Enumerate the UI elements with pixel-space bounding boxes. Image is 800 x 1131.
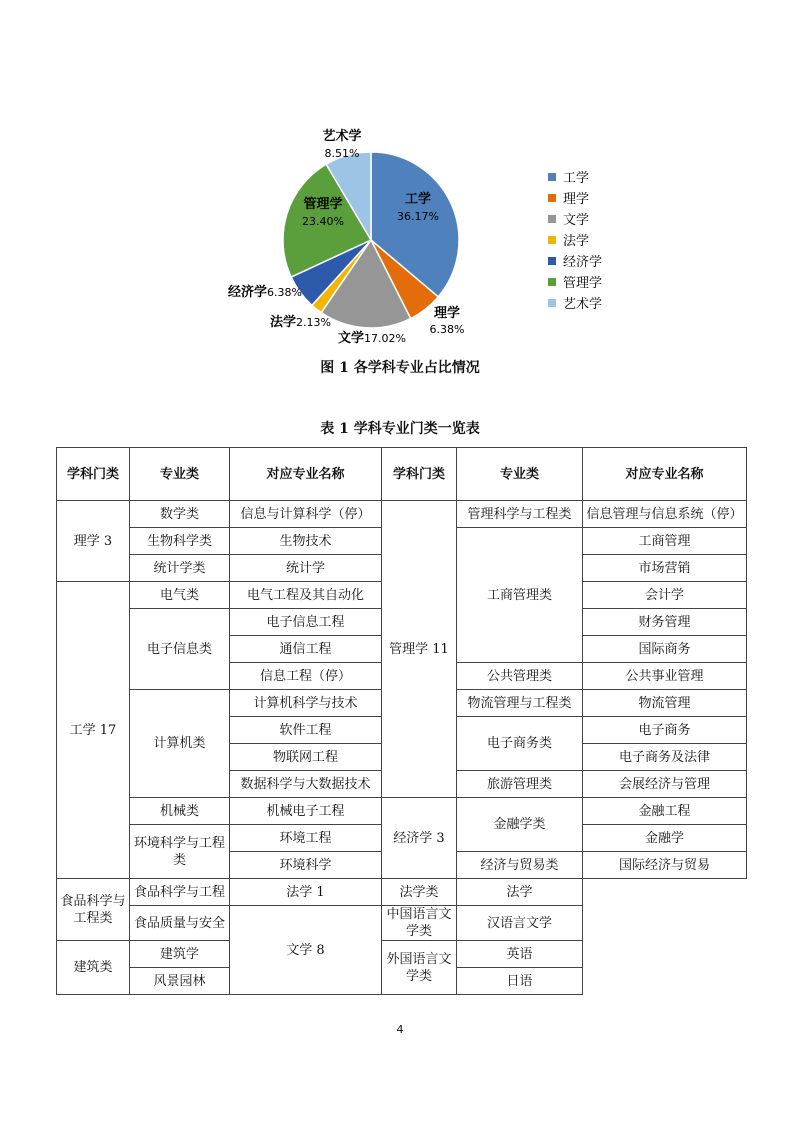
class-cell: 工商管理类 (457, 528, 583, 663)
slice-label-name: 管理学 (303, 197, 343, 212)
major-cell: 计算机科学与技术 (230, 690, 382, 717)
pie-chart (0, 0, 800, 350)
class-cell: 旅游管理类 (457, 771, 583, 798)
slice-label-value: 36.17% (397, 210, 439, 223)
class-cell: 中国语言文学类 (382, 906, 457, 941)
major-cell: 汉语言文学 (457, 906, 583, 941)
major-cell: 数据科学与大数据技术 (230, 771, 382, 798)
class-cell: 统计学类 (130, 555, 230, 582)
major-cell: 统计学 (230, 555, 382, 582)
major-cell: 食品质量与安全 (130, 906, 230, 941)
figure-caption: 图 1 各学科专业占比情况 (320, 360, 480, 376)
header-cell: 学科门类 (57, 448, 130, 501)
legend-label: 经济学 (563, 255, 603, 270)
slice-label: 法学2.13% (270, 315, 331, 330)
class-cell: 机械类 (130, 798, 230, 825)
legend-swatch (548, 236, 556, 244)
class-cell: 金融学类 (457, 798, 583, 852)
slice-label-value: 8.51% (324, 147, 360, 160)
major-cell: 日语 (457, 968, 583, 995)
major-cell: 环境科学 (230, 852, 382, 879)
class-cell: 环境科学与工程类 (130, 825, 230, 879)
class-cell: 管理科学与工程类 (457, 501, 583, 528)
class-cell: 公共管理类 (457, 663, 583, 690)
table-row (57, 941, 747, 968)
class-cell: 建筑类 (57, 941, 130, 995)
major-cell: 市场营销 (583, 555, 747, 582)
discipline-cell: 法学 1 (230, 879, 382, 906)
class-cell: 法学类 (382, 879, 457, 906)
class-cell: 物流管理与工程类 (457, 690, 583, 717)
table-row (57, 501, 747, 528)
legend-label: 艺术学 (563, 297, 603, 312)
major-cell: 物联网工程 (230, 744, 382, 771)
major-cell: 公共事业管理 (583, 663, 747, 690)
header-cell: 对应专业名称 (230, 448, 382, 501)
majors-table (56, 447, 747, 995)
header-cell: 学科门类 (382, 448, 457, 501)
major-cell: 建筑学 (130, 941, 230, 968)
legend-label: 法学 (563, 234, 590, 249)
legend-swatch (548, 194, 556, 202)
class-cell: 生物科学类 (130, 528, 230, 555)
legend-swatch (548, 173, 556, 181)
header-cell: 专业类 (130, 448, 230, 501)
major-cell: 金融学 (583, 825, 747, 852)
major-cell: 电子信息工程 (230, 609, 382, 636)
legend-label: 理学 (563, 192, 590, 207)
major-cell: 工商管理 (583, 528, 747, 555)
major-cell: 法学 (457, 879, 583, 906)
major-cell: 财务管理 (583, 609, 747, 636)
class-cell: 电子商务类 (457, 717, 583, 771)
class-cell: 计算机类 (130, 690, 230, 798)
discipline-cell: 工学 17 (57, 582, 130, 879)
slice-label: 文学17.02% (338, 331, 406, 346)
major-cell: 电子商务及法律 (583, 744, 747, 771)
major-cell: 英语 (457, 941, 583, 968)
major-cell: 机械电子工程 (230, 798, 382, 825)
class-cell: 外国语言文学类 (382, 941, 457, 995)
pie-slices (283, 152, 459, 328)
major-cell: 食品科学与工程 (130, 879, 230, 906)
discipline-cell: 理学 3 (57, 501, 130, 582)
legend-swatch (548, 278, 556, 286)
legend-label: 工学 (563, 171, 590, 186)
major-cell: 风景园林 (130, 968, 230, 995)
major-cell: 国际商务 (583, 636, 747, 663)
class-cell: 经济与贸易类 (457, 852, 583, 879)
major-cell: 电气工程及其自动化 (230, 582, 382, 609)
legend-label: 管理学 (563, 276, 603, 291)
legend-swatch (548, 215, 556, 223)
discipline-cell: 经济学 3 (382, 798, 457, 879)
header-cell: 专业类 (457, 448, 583, 501)
slice-label-value: 6.38% (429, 323, 465, 336)
legend-label: 文学 (563, 213, 590, 228)
slice-label-name: 工学 (404, 192, 432, 207)
major-cell: 信息管理与信息系统（停） (583, 501, 747, 528)
table-header-row (57, 448, 747, 501)
legend-swatch (548, 299, 556, 307)
table-caption: 表 1 学科专业门类一览表 (320, 421, 480, 437)
table-row (57, 879, 747, 906)
major-cell: 国际经济与贸易 (583, 852, 747, 879)
page-number: 4 (396, 1023, 404, 1036)
major-cell: 信息与计算科学（停） (230, 501, 382, 528)
table-row (57, 906, 747, 941)
major-cell: 软件工程 (230, 717, 382, 744)
table-row (57, 798, 747, 825)
class-cell: 电气类 (130, 582, 230, 609)
major-cell: 金融工程 (583, 798, 747, 825)
major-cell: 电子商务 (583, 717, 747, 744)
major-cell: 物流管理 (583, 690, 747, 717)
discipline-cell: 文学 8 (230, 906, 382, 995)
slice-label: 经济学6.38% (228, 285, 302, 300)
major-cell: 会计学 (583, 582, 747, 609)
legend-swatch (548, 257, 556, 265)
chart-legend (548, 171, 602, 312)
class-cell: 数学类 (130, 501, 230, 528)
major-cell: 信息工程（停） (230, 663, 382, 690)
slice-label-name: 理学 (433, 306, 461, 321)
discipline-cell: 管理学 11 (382, 501, 457, 798)
major-cell: 会展经济与管理 (583, 771, 747, 798)
class-cell: 食品科学与工程类 (57, 879, 130, 941)
major-cell: 通信工程 (230, 636, 382, 663)
header-cell: 对应专业名称 (583, 448, 747, 501)
major-cell: 生物技术 (230, 528, 382, 555)
major-cell: 环境工程 (230, 825, 382, 852)
slice-label-name: 艺术学 (322, 129, 362, 144)
class-cell: 电子信息类 (130, 609, 230, 690)
slice-label-value: 23.40% (302, 215, 344, 228)
